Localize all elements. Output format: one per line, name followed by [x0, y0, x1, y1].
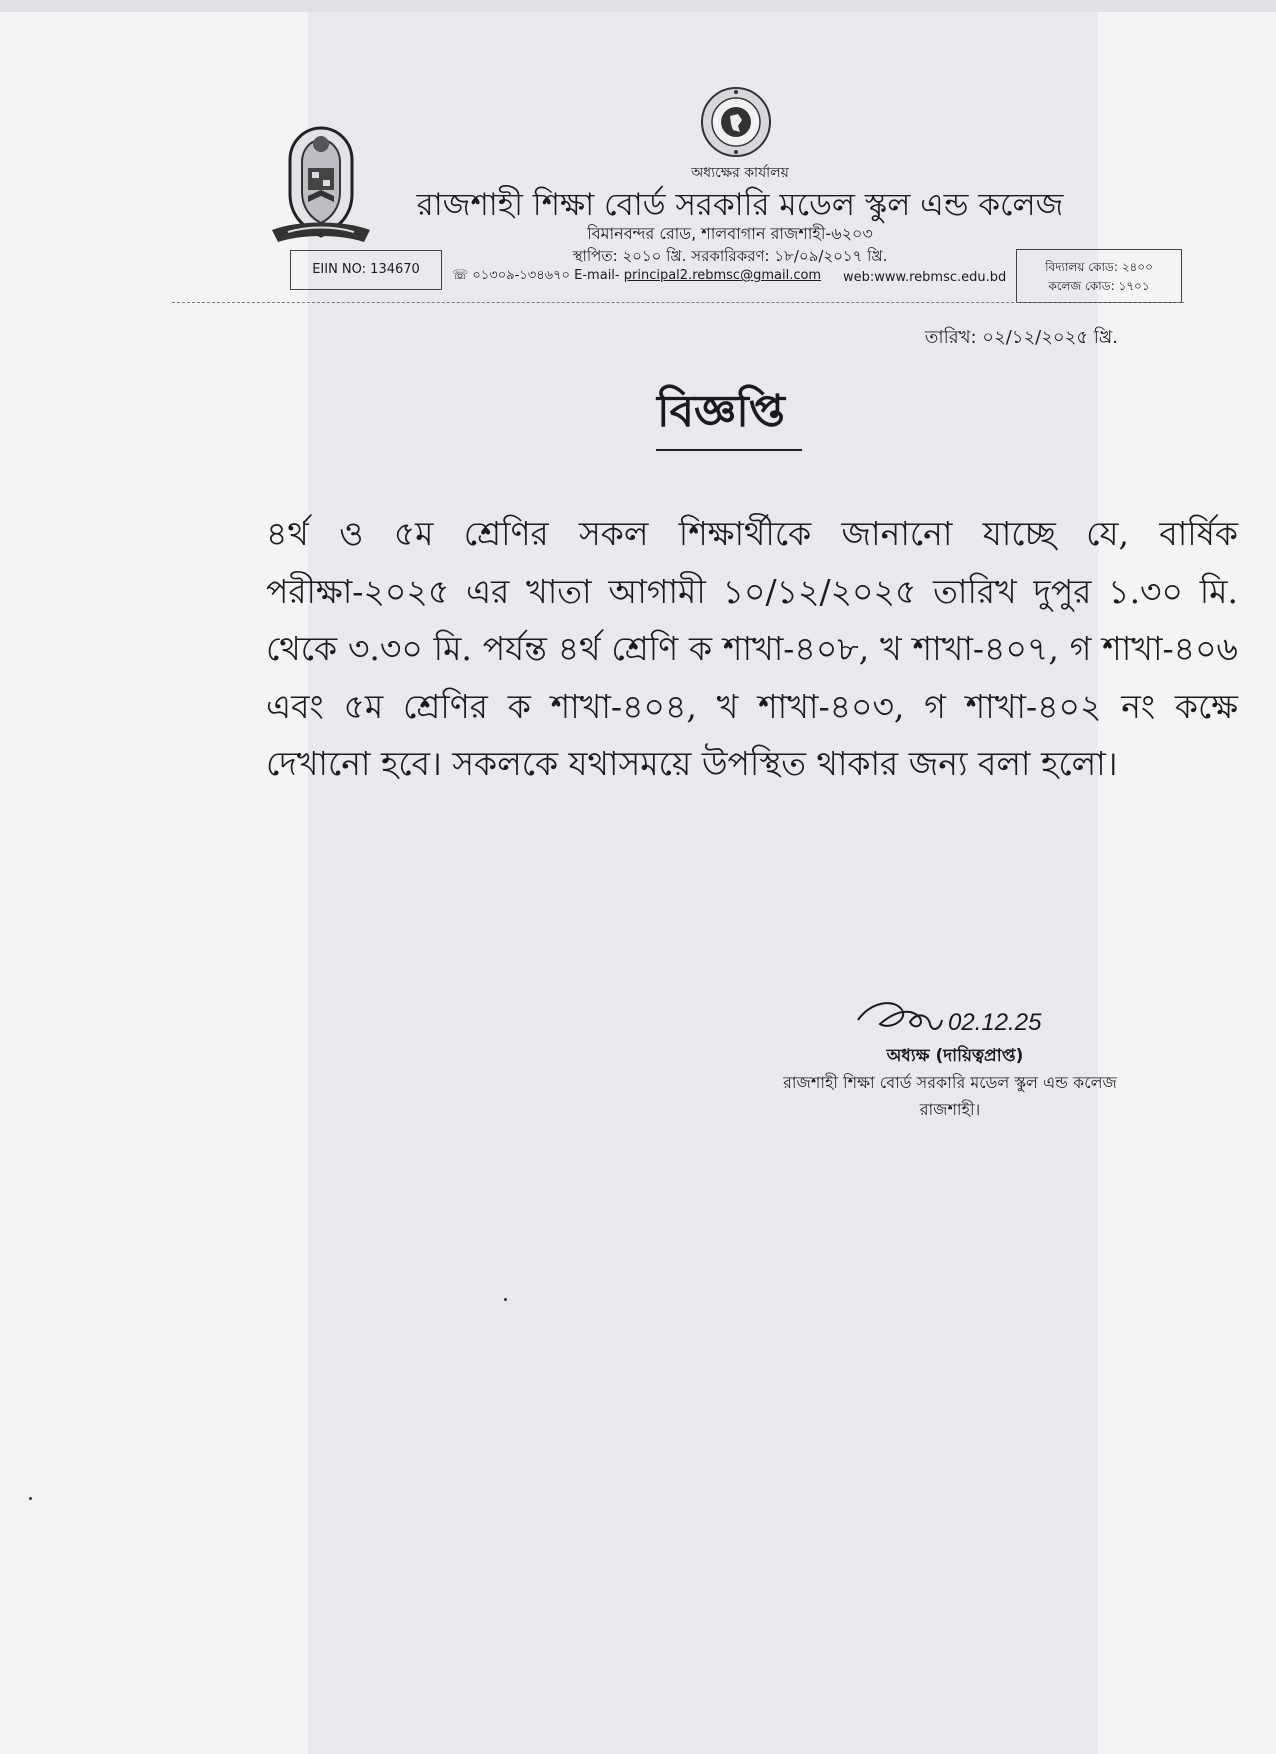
email-label: E-mail- — [574, 268, 620, 283]
handwritten-signature — [850, 990, 1150, 1040]
office-label: অধ্যক্ষের কার্যালয় — [691, 165, 789, 181]
school-code: বিদ্যালয় কোড: ২৪০০ — [1045, 260, 1153, 274]
phone-number: ০১৩০৯-১৩৪৬৭০ — [472, 268, 571, 283]
website: web:www.rebmsc.edu.bd — [843, 270, 1007, 285]
institution-code-box — [1016, 249, 1182, 303]
scan-speck — [29, 1497, 32, 1500]
email-address: principal2.rebmsc@gmail.com — [623, 268, 822, 283]
school-crest-logo-icon — [268, 124, 374, 246]
college-code: কলেজ কোড: ১৭০১ — [1048, 279, 1150, 293]
contact-line — [452, 266, 832, 287]
notice-date: তারিখ: ০২/১২/২০২৫ খ্রি. — [924, 327, 1118, 348]
eiin-number-box — [290, 250, 442, 290]
notice-body: ৪র্থ ও ৫ম শ্রেণির সকল শিক্ষার্থীকে জানানো যাচ্ছে যে, বার্ষিক পরীক্ষা-২০২৫ এর খাতা আগামী ১০/১২/২০২৫ তারিখ দুপুর ১.৩০ মি. থেকে ৩.৩০ মি. পর্যন্ত ৪র্থ শ্রেণি ক শাখা-৪০৮, খ শাখা-৪০৭, গ শাখা-৪০৬ এবং ৫ম শ্রেণির ক শাখা-৪০৪, খ শাখা-৪০৩, গ শাখা-৪০২ নং কক্ষে দেখানো হবে। সকলকে যথাসময়ে উপস্থিত থাকার জন্য বলা হলো। — [266, 514, 1238, 783]
scan-speck — [504, 1298, 507, 1301]
signatory-school: রাজশাহী শিক্ষা বোর্ড সরকারি মডেল স্কুল এন্ড কলেজ — [783, 1073, 1117, 1092]
school-address: বিমানবন্দর রোড, শালবাগান রাজশাহী-৬২০৩ — [587, 224, 873, 243]
signature-date: 02.12.25 — [948, 1009, 1042, 1036]
bangladesh-government-seal-icon — [700, 86, 772, 158]
title-underline — [656, 449, 802, 451]
signatory-city: রাজশাহী। — [919, 1100, 981, 1119]
signatory-title: অধ্যক্ষ (দায়িত্বপ্রাপ্ত) — [886, 1046, 1024, 1066]
establishment-info: স্থাপিত: ২০১০ খ্রি. সরকারিকরণ: ১৮/০৯/২০১৭ খ্রি. — [572, 247, 888, 265]
notice-title: বিজ্ঞপ্তি — [657, 386, 785, 437]
school-name: রাজশাহী শিক্ষা বোর্ড সরকারি মডেল স্কুল এন্ড কলেজ — [416, 187, 1064, 223]
phone-icon: ☏ — [452, 268, 469, 283]
header-divider — [172, 302, 1184, 303]
eiin-number: EIIN NO: 134670 — [312, 262, 420, 277]
